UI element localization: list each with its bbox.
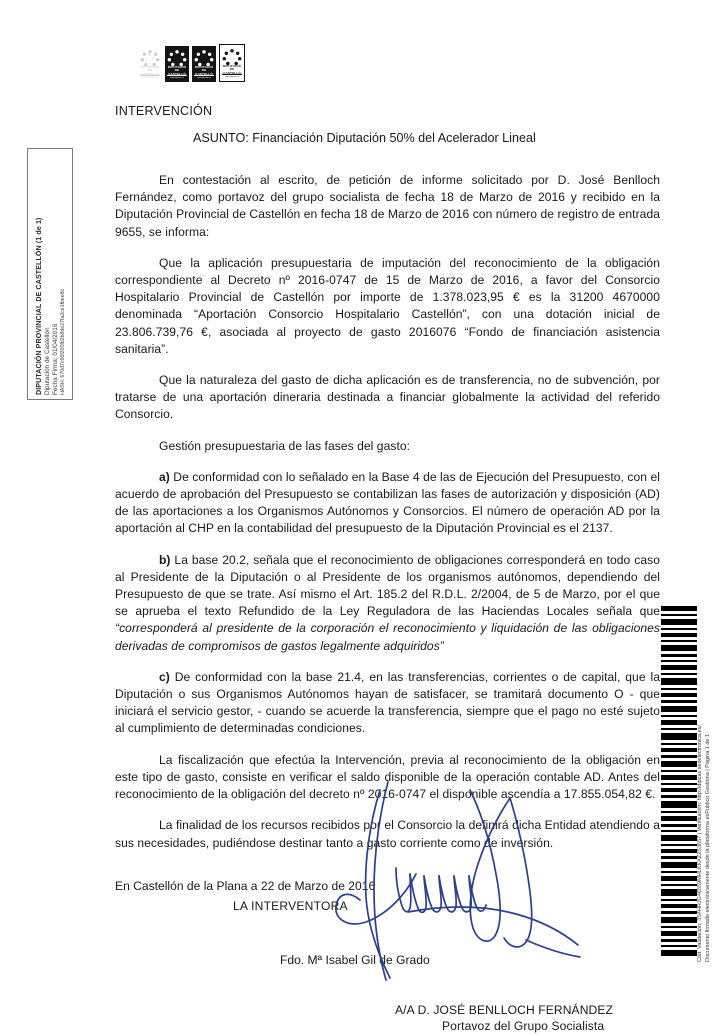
document-body [115,104,660,1034]
item-a-text: De conformidad con lo señalado en la Base 4 de las de Ejecución del Presupuesto, con el acuerdo de aprobación del Presupuesto se contabilizan las fases de autorización y disposición (AD) de las aportaciones a los Organismos Autónomos y Consorcios. El número de operación AD por la aportación al CHP en la contabilidad del presupuesto de la Diputación Provincial es el 2137. [115,469,660,536]
logo-label: DIPUTACIÓ DE CASTELLÓ www.dipcas.es [167,64,187,79]
logo-sublabel: www.dipcas.es [143,76,157,79]
institution-logos [138,44,245,82]
stamp-hash: HASH: 679d7c66f200fb2b8de27fa2ce1fbee8c [59,288,66,395]
item-b-marker: b) [159,552,171,567]
logo-label: DIPUTACIÓ DE CASTELLÓ www.dipcas.es [222,63,242,78]
verification-strip-right [661,604,719,962]
item-b-quote: “corresponderá al presidente de la corporación el reconocimiento y liquidación de las obligaciones derivadas de compromisos de gastos legalmente adquiridos” [115,621,660,653]
paragraph-phases-header: Gestión presupuestaria de las fases del gasto: [159,438,411,453]
closing-place-date: En Castellón de la Plana a 22 de Marzo de 2016 [115,878,376,893]
paragraph-fiscalizacion: La fiscalización que efectúa la Intervención, previa al reconocimiento de la obligación en este tipo de gasto, consiste en verificar el saldo disponible de la operación contable AD. Antes del reconocimiento de la obligación del decreto nº 2016-0747 el disponible ascendía a 17.855.054,82 €. [115,752,660,802]
item-a [115,469,660,538]
signature-stamp-left [27,148,73,400]
item-c-marker: c) [159,669,170,684]
svg-text:B: B [152,56,155,61]
verification-platform: Documento firmado electrónicamente desde la plataforma esPublico Gestiona | Página 1 de 1 [704,733,711,962]
logo-label: DIPUTACIÓ DE CASTELLÓ www.dipcas.es [140,64,160,79]
svg-text:C: C [145,56,148,61]
svg-text:A: A [148,53,152,58]
logo-dipcas-3 [192,46,216,82]
paragraph-intro: En contestación al escrito, de petición de informe solicitado por D. José Benlloch Fernández, como portavoz del grupo socialista de fecha 18 de Marzo de 2016 y recibido en la Diputación Provincial de Castellón en fecha 18 de Marzo de 2016 con número de registro de entrada 9655, se informa: [115,173,660,239]
recipient-name: A/A D. JOSÉ BENLLOCH FERNÁNDEZ [395,1003,614,1018]
verification-code: Cód. Validación: 3S4HRJG46559MHLKKXZ2S3657 | Verificación: http://dipcas.sedelectronica.es/ [697,725,703,962]
logo-label: DIPUTACIÓ DE CASTELLÓ www.dipcas.es [194,64,214,79]
logo-dipcas-1 [138,46,162,82]
stamp-organisation: DIPUTACIÓN PROVINCIAL DE CASTELLÓN (1 de 1) [34,217,43,395]
subject-line: ASUNTO: Financiación Diputación 50% del Acelerador Lineal [193,131,536,145]
recipient-block [395,1002,660,1034]
item-b-text: La base 20.2, señala que el reconocimiento de obligaciones corresponderá en todo caso al Presidente de la Diputación o al Presidente de los organismos autónomos, dependiendo del Presupuesto de que se trate. Así mismo el Art. 185.2 del R.D.L. 2/2004, de 5 de Marzo, por el que se aprueba el texto Refundido de la Ley Reguladora de las Haciendas Locales señala que [115,552,660,619]
item-b [115,552,660,655]
signer-title: LA INTERVENTORA [233,898,348,913]
paragraph-budget-application: Que la aplicación presupuestaria de imputación del reconocimiento de la obligación correspondiente al Decreto nº 2016-0747 de 15 de Marzo de 2016, a favor del Consorcio Hospitalario Provincial de Castellón por importe de 1.378.023,95 € es la 31200 4670000 denominada “Aportación Consorcio Hospitalario Castellón”, con una dotación inicial de 23.806.739,76 €, asociada al proyecto de gasto 2016076 “Fondo de financiación asistencia sanitaria”. [115,255,660,356]
recipient-role: Portavoz del Grupo Socialista [442,1019,605,1034]
logo-dipcas-2 [165,46,189,82]
barcode-icon [661,604,697,962]
logo-sublabel: www.dipcas.es [197,76,211,79]
logo-sublabel: www.dipcas.es [225,75,239,78]
item-a-marker: a) [159,469,170,484]
stamp-entity: Diputación de Castellón [43,327,51,395]
signer-name: Fdo. Mª Isabel Gil de Grado [280,953,430,968]
paragraph-expense-nature: Que la naturaleza del gasto de dicha aplicación es de transferencia, no de subvención, por tratarse de una aportación dineraria destinada a financiar globalmente la actividad del referido Consorcio. [115,373,660,422]
item-c [115,669,660,738]
logo-sublabel: www.dipcas.es [170,76,184,79]
stamp-sign-date: Fecha Firma: 01/04/2016 [51,323,59,395]
item-c-text: De conformidad con la base 21.4, en las transferencias, corrientes o de capital, que la Diputación o sus Organismos Autónomos hayan de satisfacer, se tramitará documento O - que iniciará el servicio gestor, - cuando se acuerde la transferencia, siempre que el pago no esté sujeto al cumplimiento de determinadas condiciones. [115,669,660,736]
page-title: INTERVENCIÓN [115,104,213,118]
paragraph-finalidad: La finalidad de los recursos recibidos por el Consorcio la definirá dicha Entidad atendiendo a sus necesidades, pudiéndose destinar tanto a gasto corriente como de inversión. [115,818,660,850]
logo-dipcas-4 [219,44,245,82]
